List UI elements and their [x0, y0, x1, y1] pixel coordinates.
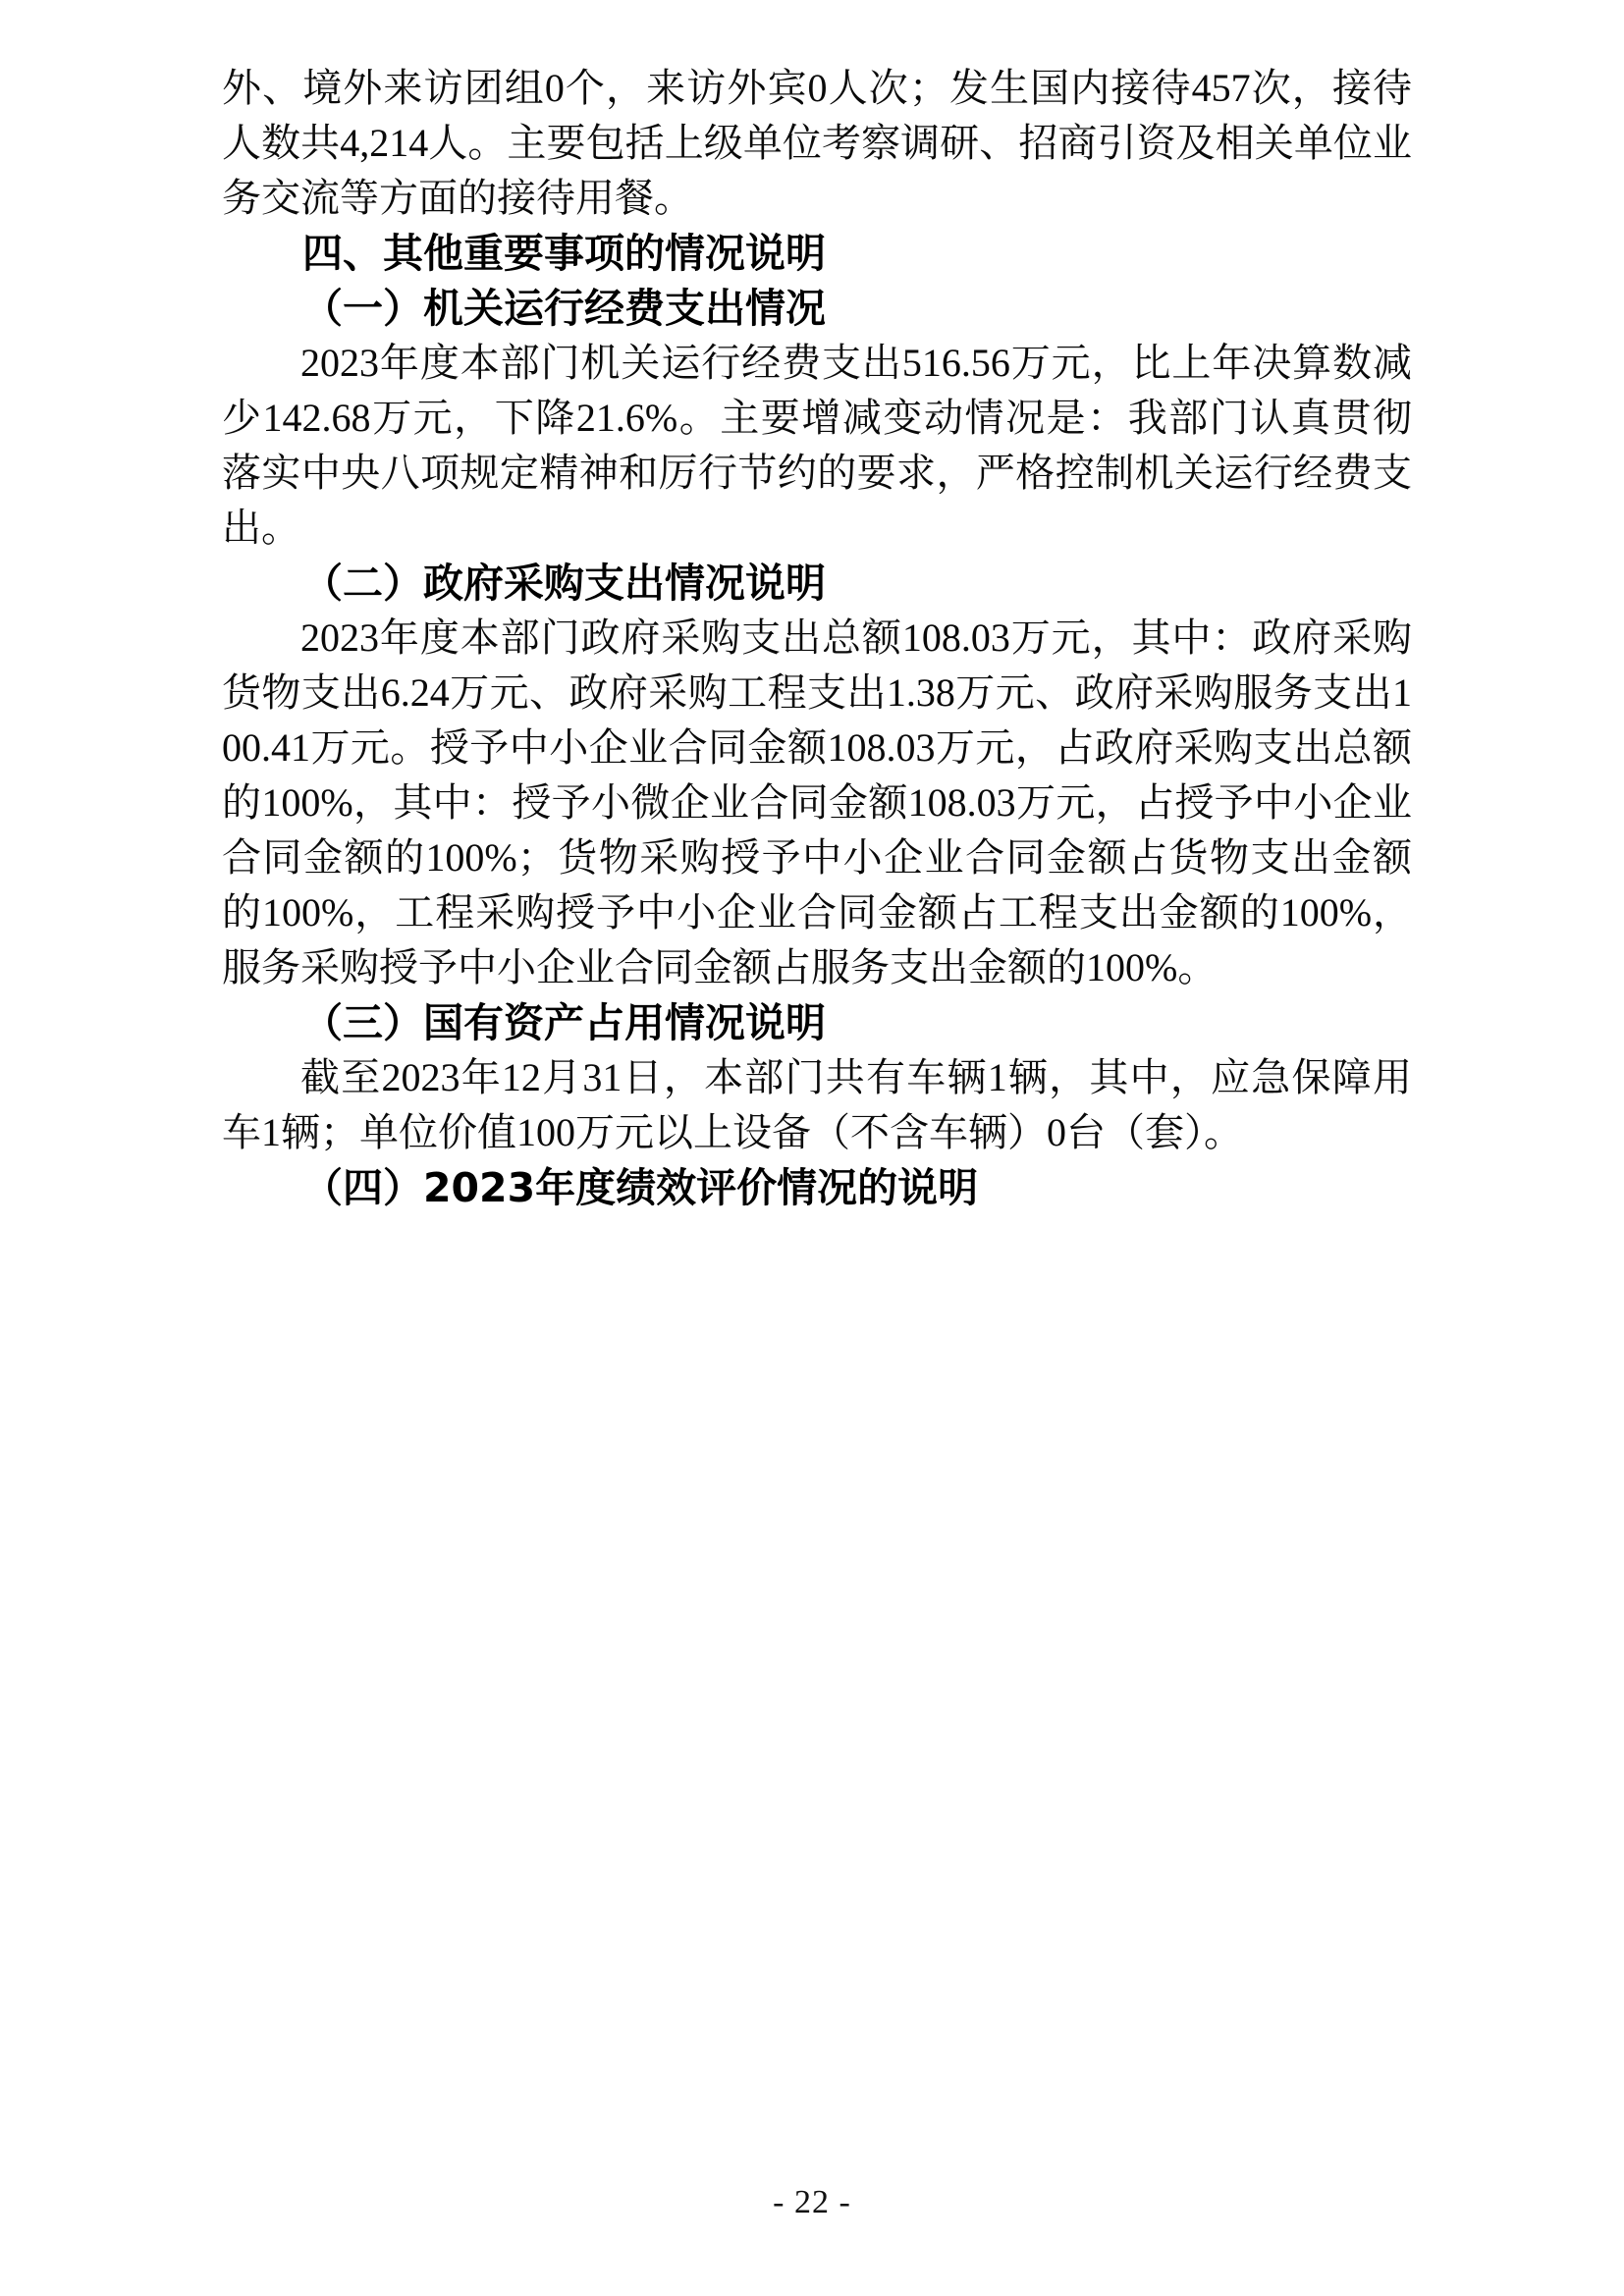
document-body [222, 61, 1412, 1215]
paragraph-state-assets: 截至2023年12月31日，本部门共有车辆1辆，其中，应急保障用车1辆；单位价值100万元以上设备（不含车辆）0台（套）。 [222, 1055, 1412, 1154]
heading-subsection-four: （四）2023年度绩效评价情况的说明 [302, 1164, 979, 1211]
heading-subsection-three: （三）国有资产占用情况说明 [302, 999, 826, 1046]
paragraph-operating-expenses: 2023年度本部门机关运行经费支出516.56万元，比上年决算数减少142.68万元，下降21.6%。主要增减变动情况是：我部门认真贯彻落实中央八项规定精神和厉行节约的要求，严格控制机关运行经费支出。 [222, 341, 1412, 550]
heading-subsection-two: （二）政府采购支出情况说明 [302, 560, 826, 607]
paragraph-government-procurement: 2023年度本部门政府采购支出总额108.03万元，其中：政府采购货物支出6.24万元、政府采购工程支出1.38万元、政府采购服务支出100.41万元。授予中小企业合同金额108.03万元，占政府采购支出总额的100%，其中：授予小微企业合同金额108.03万元，占授予中小企业合同金额的100%；货物采购授予中小企业合同金额占货物支出金额的100%，工程采购授予中小企业合同金额占工程支出金额的100%，服务采购授予中小企业合同金额占服务支出金额的100%。 [222, 615, 1412, 989]
paragraph-reception-continued: 外、境外来访团组0个，来访外宾0人次；发生国内接待457次，接待人数共4,214人。主要包括上级单位考察调研、招商引资及相关单位业务交流等方面的接待用餐。 [222, 66, 1412, 220]
heading-subsection-one: （一）机关运行经费支出情况 [302, 285, 826, 332]
heading-section-four: 四、其他重要事项的情况说明 [302, 230, 826, 277]
page-number: - 22 - [773, 2184, 851, 2220]
